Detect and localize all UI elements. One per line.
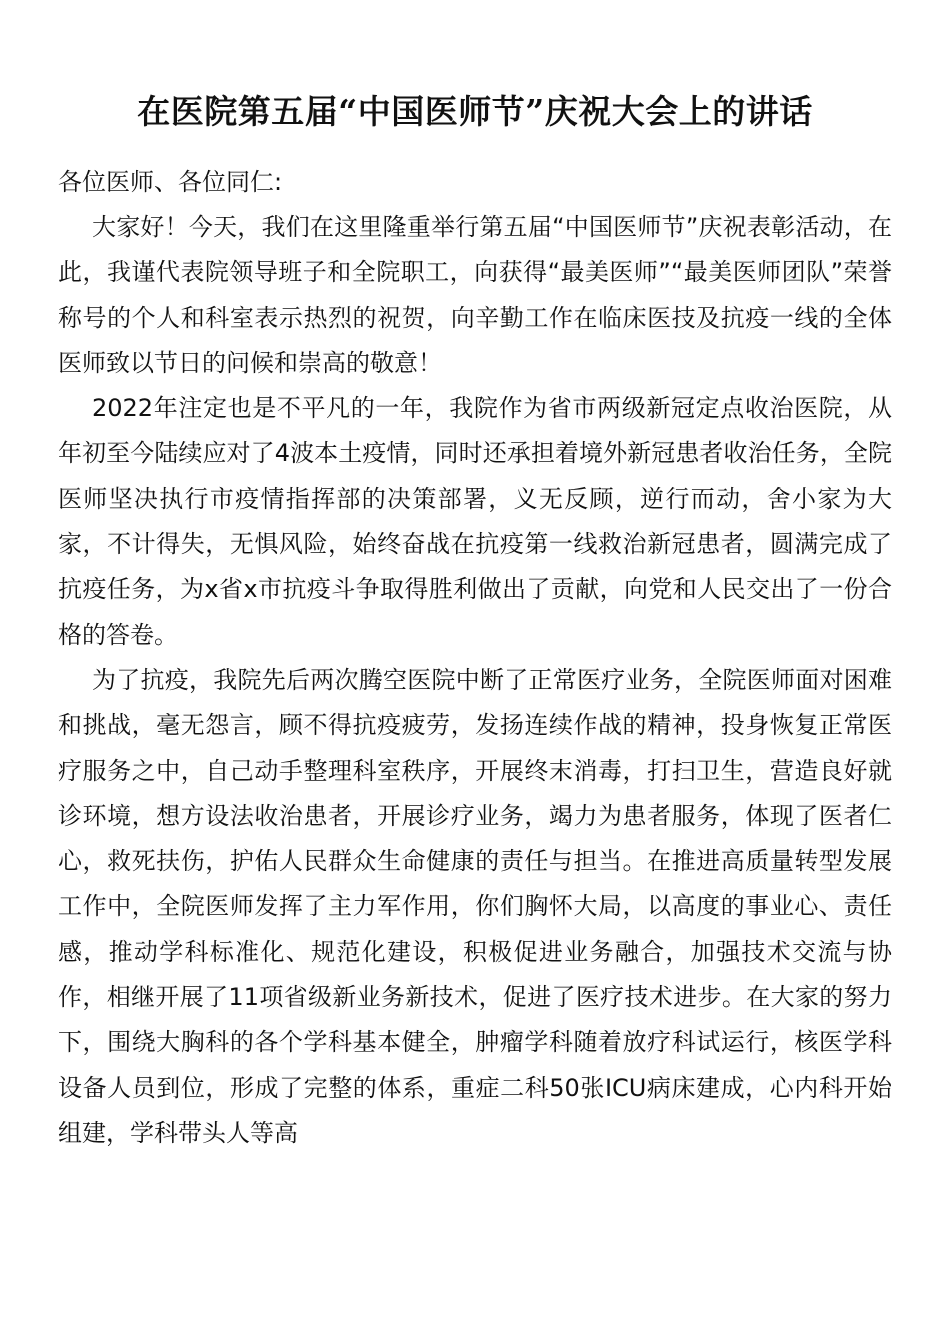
paragraph-medical-service: 为了抗疫，我院先后两次腾空医院中断了正常医疗业务，全院医师面对困难和挑战，毫无怨言，顾不得抗疫疲劳，发扬连续作战的精神，投身恢复正常医疗服务之中，自己动手整理科室秩序，开展终末消毒，打扫卫生，营造良好就诊环境，想方设法收治患者，开展诊疗业务，竭力为患者服务，体现了医者仁心，救死扶伤，护佑人民群众生命健康的责任与担当。在推进高质量转型发展工作中，全院医师发挥了主力军作用，你们胸怀大局，以高度的事业心、责任感，推动学科标准化、规范化建设，积极促进业务融合，加强技术交流与协作，相继开展了11项省级新业务新技术，促进了医疗技术进步。在大家的努力下，围绕大胸科的各个学科基本健全，肿瘤学科随着放疗科试运行，核医学科设备人员到位，形成了完整的体系，重症二科50张ICU病床建成，心内科开始组建，学科带头人等高 bbox=[58, 665, 892, 1147]
paragraph-2022-epidemic: 2022年注定也是不平凡的一年，我院作为省市两级新冠定点收治医院，从年初至今陆续应对了4波本土疫情，同时还承担着境外新冠患者收治任务，全院医师坚决执行市疫情指挥部的决策部署，义无反顾，逆行而动，舍小家为大家，不计得失，无惧风险，始终奋战在抗疫第一线救治新冠患者，圆满完成了抗疫任务，为x省x市抗疫斗争取得胜利做出了贡献，向党和人民交出了一份合格的答卷。 bbox=[58, 394, 892, 649]
document-page bbox=[58, 84, 892, 1156]
salutation: 各位医师、各位同仁: bbox=[58, 168, 283, 196]
paragraph-greeting: 大家好！今天，我们在这里隆重举行第五届“中国医师节”庆祝表彰活动，在此，我谨代表院领导班子和全院职工，向获得“最美医师”“最美医师团队”荣誉称号的个人和科室表示热烈的祝贺，向辛勤工作在临床医技及抗疫一线的全体医师致以节日的问候和崇高的敬意！ bbox=[58, 213, 892, 377]
document-title: 在医院第五届“中国医师节”庆祝大会上的讲话 bbox=[137, 92, 813, 131]
